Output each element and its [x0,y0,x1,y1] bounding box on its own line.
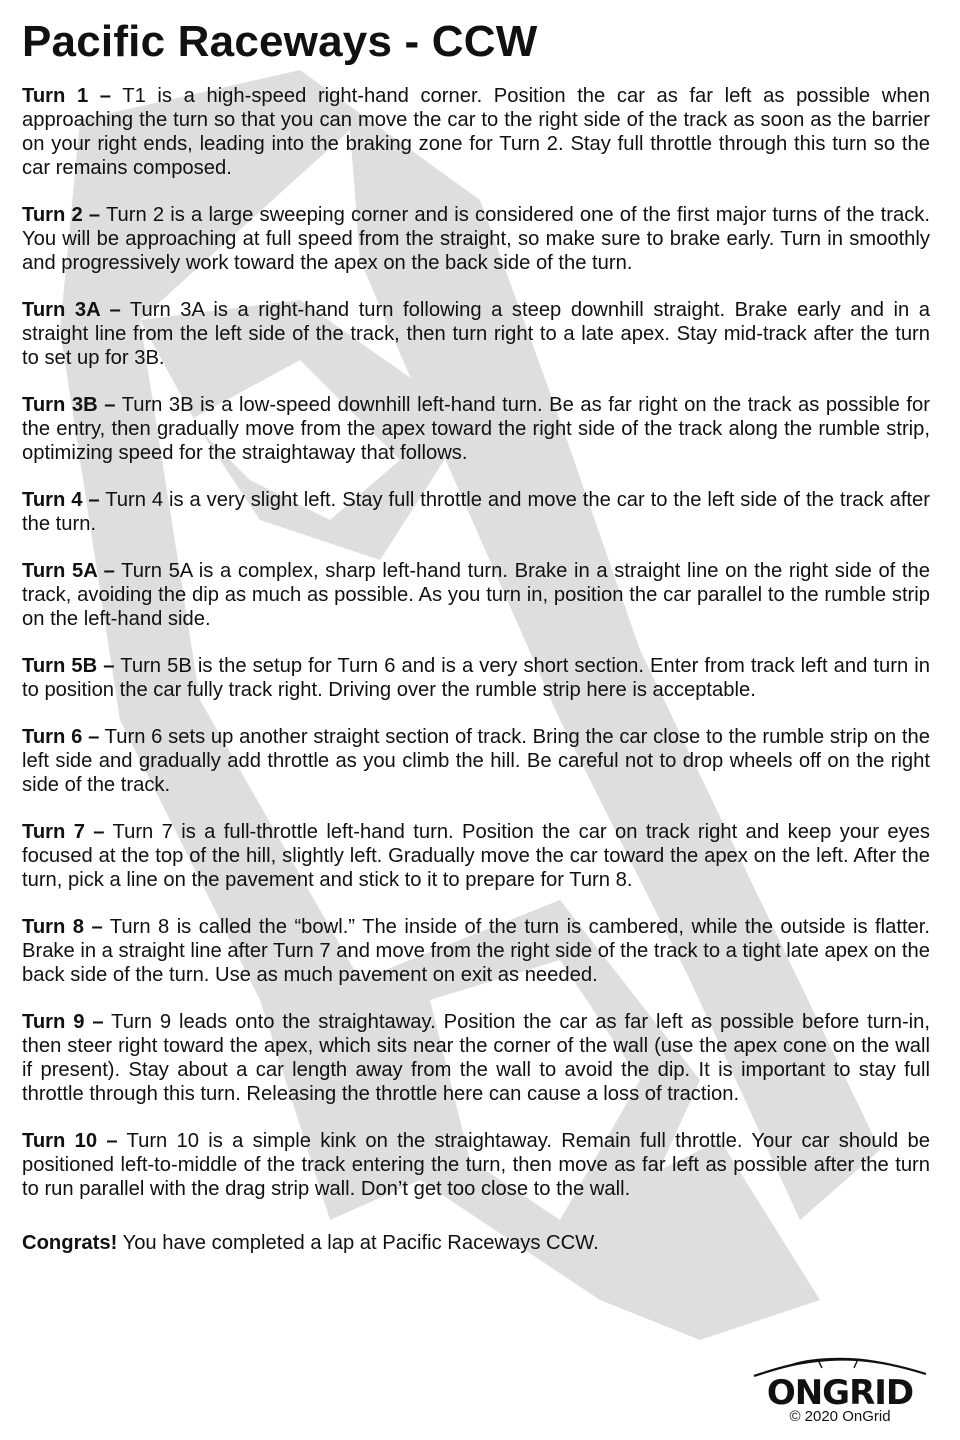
congrats-text: You have completed a lap at Pacific Raceways CCW. [117,1232,599,1254]
turn-label: Turn 7 – [22,821,105,843]
page-title: Pacific Raceways - CCW [22,17,538,66]
turn-7-paragraph [22,820,930,892]
logo-wordmark: ONGRID [766,1373,914,1413]
turn-text: Turn 4 is a very slight left. Stay full throttle and move the car to the left side of the track after the turn. [22,489,930,535]
turn-label: Turn 6 – [22,726,100,748]
turn-label: Turn 4 – [22,489,100,511]
congrats-paragraph [22,1231,930,1255]
turn-3b-paragraph [22,393,930,465]
turn-text: Turn 5B is the setup for Turn 6 and is a very short section. Enter from track left and turn in to position the car fully track right. Driving over the rumble strip here is acceptable. [22,655,930,701]
turn-text: Turn 2 is a large sweeping corner and is considered one of the first major turns of the track. You will be approaching at full speed from the straight, so make sure to brake early. Turn in smoothly and progressively work toward the apex on the back side of the turn. [22,204,930,274]
turn-text: Turn 5A is a complex, sharp left-hand turn. Brake in a straight line on the right side of the track, avoiding the dip as much as possible. As you turn in, position the car parallel to the rumble strip on the left-hand side. [22,560,930,630]
turn-text: Turn 7 is a full-throttle left-hand turn. Position the car on track right and keep your eyes focused at the top of the hill, slightly left. Gradually move the car toward the apex on the left. After the turn, pick a line on the pavement and stick to it to prepare for Turn 8. [22,821,930,891]
turn-label: Turn 5A – [22,560,115,582]
turn-text: Turn 3B is a low-speed downhill left-hand turn. Be as far right on the track as possible for the entry, then gradually move from the apex toward the right side of the track along the rumble strip, optimizing speed for the straightaway that follows. [22,394,930,464]
turn-label: Turn 3B – [22,394,116,416]
turn-text: Turn 3A is a right-hand turn following a steep downhill straight. Brake early and in a straight line from the left side of the track, then turn right to a late apex. Stay mid-track after the turn to set up for 3B. [22,299,930,369]
turn-text: Turn 6 sets up another straight section of track. Bring the car close to the rumble strip on the left side and gradually add throttle as you climb the hill. Be careful not to drop wheels off on the right side of the track. [22,726,930,796]
turn-label: Turn 5B – [22,655,115,677]
congrats-label: Congrats! [22,1232,118,1254]
turn-label: Turn 2 – [22,204,101,226]
turn-5b-paragraph [22,654,930,702]
turn-4-paragraph [22,488,930,536]
turn-10-paragraph [22,1129,930,1201]
document-body [22,14,930,1275]
copyright-text: © 2020 OnGrid [789,1408,891,1425]
turn-label: Turn 3A – [22,299,121,321]
turn-9-paragraph [22,1010,930,1106]
ongrid-logo [748,1356,932,1428]
turn-label: Turn 9 – [22,1011,104,1033]
turn-label: Turn 1 – [22,85,112,107]
turn-text: Turn 10 is a simple kink on the straightaway. Remain full throttle. Your car should be positioned left-to-middle of the track entering the turn, then move as far left as possible after the turn to run parallel with the drag strip wall. Don’t get too close to the wall. [22,1130,930,1200]
turn-8-paragraph [22,915,930,987]
turn-text: Turn 8 is called the “bowl.” The inside of the turn is cambered, while the outside is flatter. Brake in a straight line after Turn 7 and move from the right side of the track to a tight late apex on the back side of the turn. Use as much pavement on exit as needed. [22,916,930,986]
turn-label: Turn 10 – [22,1130,118,1152]
turn-text: Turn 9 leads onto the straightaway. Position the car as far left as possible before turn-in, then steer right toward the apex, which sits near the corner of the wall (use the apex cone on the wall if present). Stay about a car length away from the wall to avoid the dip. It is important to stay full throttle through this turn. Releasing the throttle here can cause a loss of traction. [22,1011,930,1105]
turn-text: T1 is a high-speed right-hand corner. Position the car as far left as possible when approaching the turn so that you can move the car to the right side of the track as soon as the barrier on your right ends, leading into the braking zone for Turn 2. Stay full throttle through this turn so the car remains composed. [22,85,931,179]
turn-5a-paragraph [22,559,930,631]
turn-2-paragraph [22,203,930,275]
turn-6-paragraph [22,725,930,797]
turn-label: Turn 8 – [22,916,103,938]
turn-3a-paragraph [22,298,930,370]
turn-1-paragraph [22,84,930,180]
